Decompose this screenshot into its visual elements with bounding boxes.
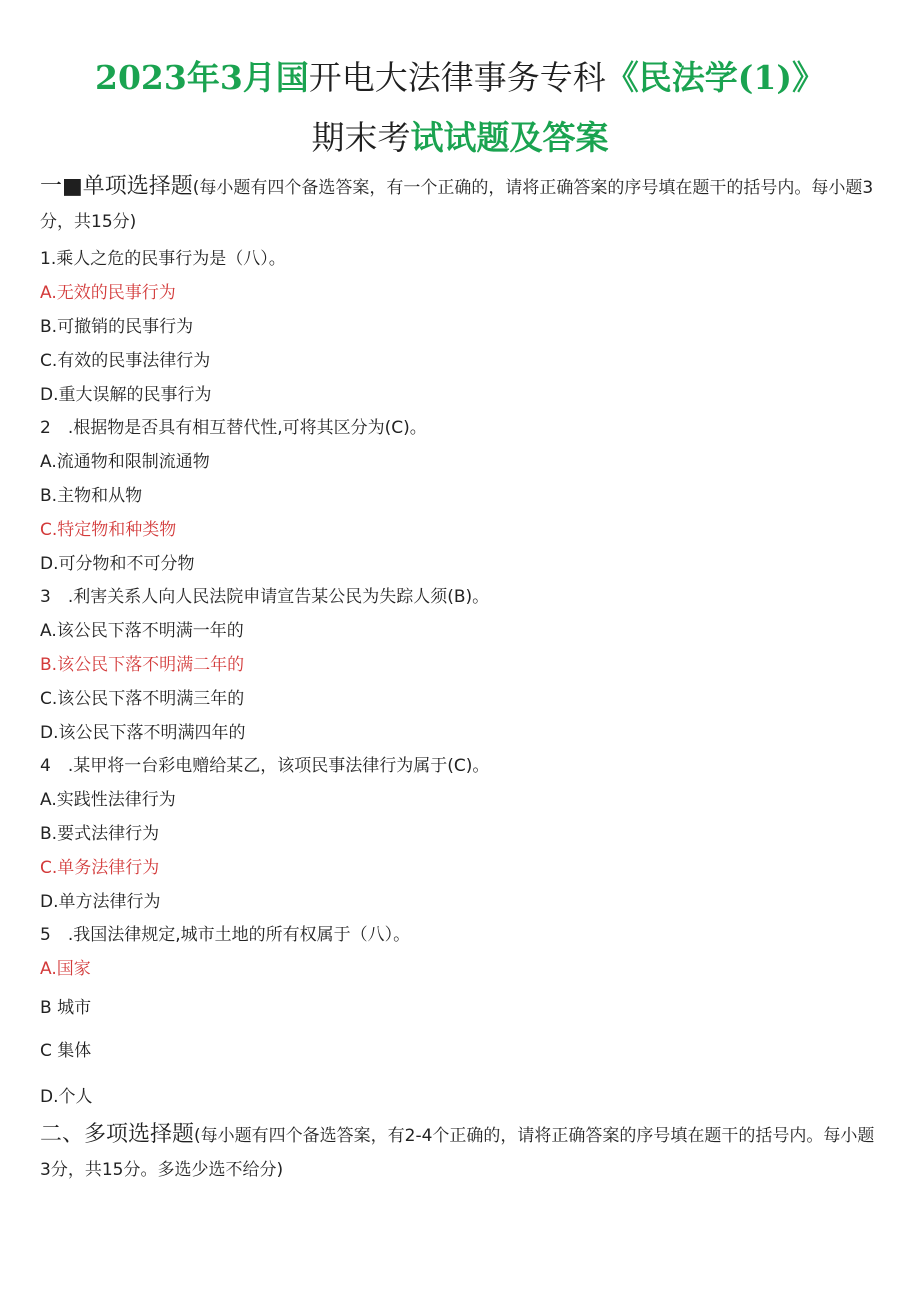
doc-title-line1: [0, 52, 920, 99]
q1-option-c: C.有效的民事法律行为: [40, 351, 211, 371]
section1-instruction: (每小题有四个备选答案，有一个正确的，请将正确答案的序号填在题干的括号内。每小题3分，共15分): [40, 178, 874, 232]
q3-option-c: C.该公民下落不明满三年的: [40, 689, 245, 709]
q3-option-a: A.该公民下落不明满一年的: [40, 621, 244, 641]
q1-option-d: D.重大误解的民事行为: [40, 385, 212, 405]
q5-option-a: A.国家: [40, 959, 91, 979]
q2-option-c: C.特定物和种类物: [40, 520, 177, 540]
title-green-b: 《民法学(1)》: [605, 58, 825, 97]
q1-option-a: A.无效的民事行为: [40, 283, 176, 303]
doc-title-line2: [0, 112, 920, 159]
q1-option-b: B.可撤销的民事行为: [40, 317, 194, 337]
q2-option-a: A.流通物和限制流通物: [40, 452, 210, 472]
title2-green: 试试题及答案: [410, 118, 609, 157]
title-green-a: 2023年3月国: [94, 58, 309, 97]
section2-instruction: (每小题有四个备选答案，有2-4个正确的，请将正确答案的序号填在题干的括号内。每小题3分，共15分。多选少选不给分): [40, 1126, 875, 1180]
title2-dark: 期末考: [311, 118, 411, 157]
q5-option-b: B 城市: [40, 998, 92, 1018]
q4-stem: 4 .某甲将一台彩电赠给某乙，该项民事法律行为属于(C)。: [40, 756, 490, 776]
q2-option-b: B.主物和从物: [40, 486, 143, 506]
section1-header: [40, 170, 880, 239]
q3-option-b: B.该公民下落不明满二年的: [40, 655, 245, 675]
q5-stem: 5 .我国法律规定,城市土地的所有权属于（八）。: [40, 925, 411, 945]
title-dark: 开电大法律事务专科: [308, 58, 606, 97]
q1-stem: 1.乘人之危的民事行为是（八）。: [40, 249, 286, 269]
section2-header: [40, 1118, 880, 1187]
q4-option-a: A.实践性法律行为: [40, 790, 176, 810]
q4-option-d: D.单方法律行为: [40, 892, 161, 912]
q4-option-c: C.单务法律行为: [40, 858, 160, 878]
q2-stem: 2 .根据物是否具有相互替代性,可将其区分为(C)。: [40, 418, 427, 438]
q5-option-d: D.个人: [40, 1087, 93, 1107]
q4-option-b: B.要式法律行为: [40, 824, 160, 844]
q3-stem: 3 .利害关系人向人民法院申请宣告某公民为失踪人须(B)。: [40, 587, 490, 607]
section2-heading: 二、多项选择题: [40, 1122, 195, 1147]
section1-heading: 一■单项选择题: [40, 174, 193, 199]
q2-option-d: D.可分物和不可分物: [40, 554, 195, 574]
q3-option-d: D.该公民下落不明满四年的: [40, 723, 246, 743]
q5-option-c: C 集体: [40, 1041, 92, 1061]
